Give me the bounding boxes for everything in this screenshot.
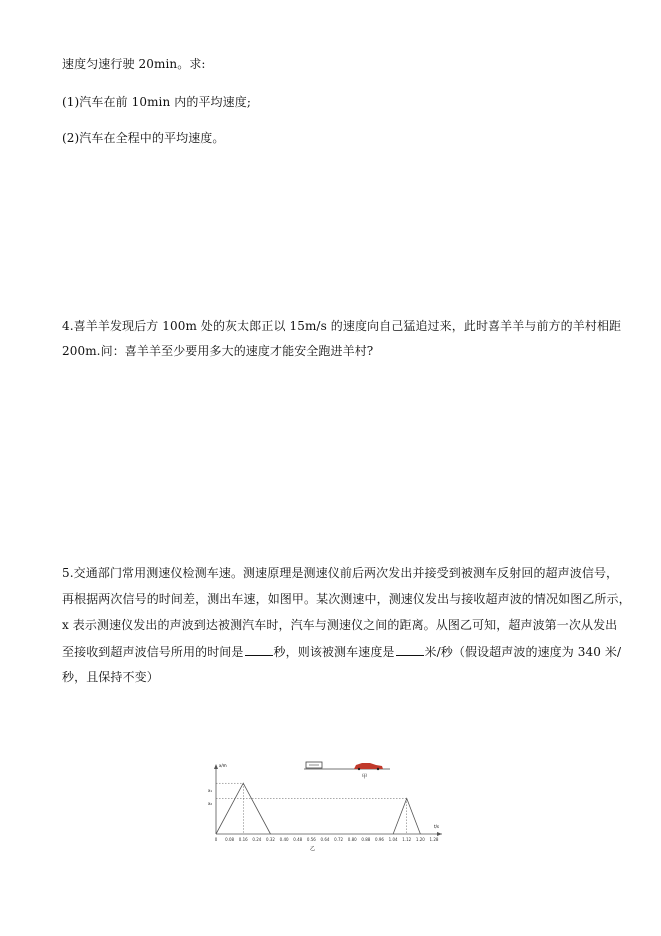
x-tick-label-11: 0.88 (361, 837, 371, 842)
x-tick-label-12: 0.96 (375, 837, 384, 842)
y-tick-x1: x₁ (208, 788, 212, 793)
jia-label: 甲 (362, 774, 368, 780)
x-tick-label-4: 0.32 (266, 837, 275, 842)
x-tick-label-5: 0.40 (279, 837, 289, 842)
q3-part2: (2)汽车在全程中的平均速度。 (62, 131, 225, 145)
q3-line1: 速度匀速行驶 20min。求: (62, 57, 206, 71)
x-tick-label-8: 0.64 (320, 837, 330, 842)
yi-label: 乙 (310, 846, 316, 852)
q4-line2: 200m.问：喜羊羊至少要用多大的速度才能安全跑进羊村? (62, 344, 374, 358)
q5-line4-b: 秒，则该被测车速度是 (273, 645, 395, 659)
q5-line4 (62, 643, 621, 660)
x-tick-label-2: 0.16 (238, 837, 248, 842)
x-tick-label-13: 1.04 (388, 837, 398, 842)
q5-line2: 再根据两次信号的时间差，测出车速，如图甲。某次测速中，测速仪发出与接收超声波的情况如图乙所示， (62, 592, 631, 606)
q5-line5: 秒，且保持不变） (62, 670, 159, 684)
q4-line1: 4.喜羊羊发现后方 100m 处的灰太郎正以 15m/s 的速度向自己猛追过来，此时喜羊羊与前方的羊村相距 (62, 319, 622, 333)
y-axis-label: x/m (219, 763, 227, 768)
x-tick-label-1: 0.08 (225, 837, 235, 842)
q5-line4-c: 米/秒（假设超声波的速度为 340 米/ (424, 645, 622, 659)
figure-yi-chart (206, 760, 446, 856)
q5-line1: 5.交通部门常用测速仪检测车速。测速原理是测速仪前后两次发出并接受到被测车反射回的超声波信号， (62, 566, 619, 580)
x-tick-label-9: 0.72 (334, 837, 344, 842)
answer-blank-time[interactable] (245, 643, 273, 656)
x-tick-label-0: 0 (214, 837, 218, 842)
q3-part1: (1)汽车在前 10min 内的平均速度; (62, 95, 251, 109)
x-tick-label-16: 1.28 (429, 837, 439, 842)
x-axis-label: t/s (434, 824, 439, 829)
x-tick-label-7: 0.56 (306, 837, 316, 842)
q5-line4-a: 至接收到超声波信号所用的时间是 (62, 645, 244, 659)
x-tick-label-15: 1.20 (415, 837, 425, 842)
y-tick-x2: x₂ (208, 801, 212, 806)
answer-blank-speed[interactable] (396, 643, 424, 656)
x-tick-label-3: 0.24 (252, 837, 262, 842)
x-axis-arrow (437, 832, 442, 836)
x-tick-label-14: 1.12 (402, 837, 412, 842)
x-tick-label-6: 0.48 (293, 837, 303, 842)
x-tick-label-10: 0.80 (347, 837, 357, 842)
y-axis-arrow (214, 764, 218, 769)
q5-line3: x 表示测速仪发出的声波到达被测汽车时，汽车与测速仪之间的距离。从图乙可知，超声波第一次从发出 (62, 618, 618, 632)
